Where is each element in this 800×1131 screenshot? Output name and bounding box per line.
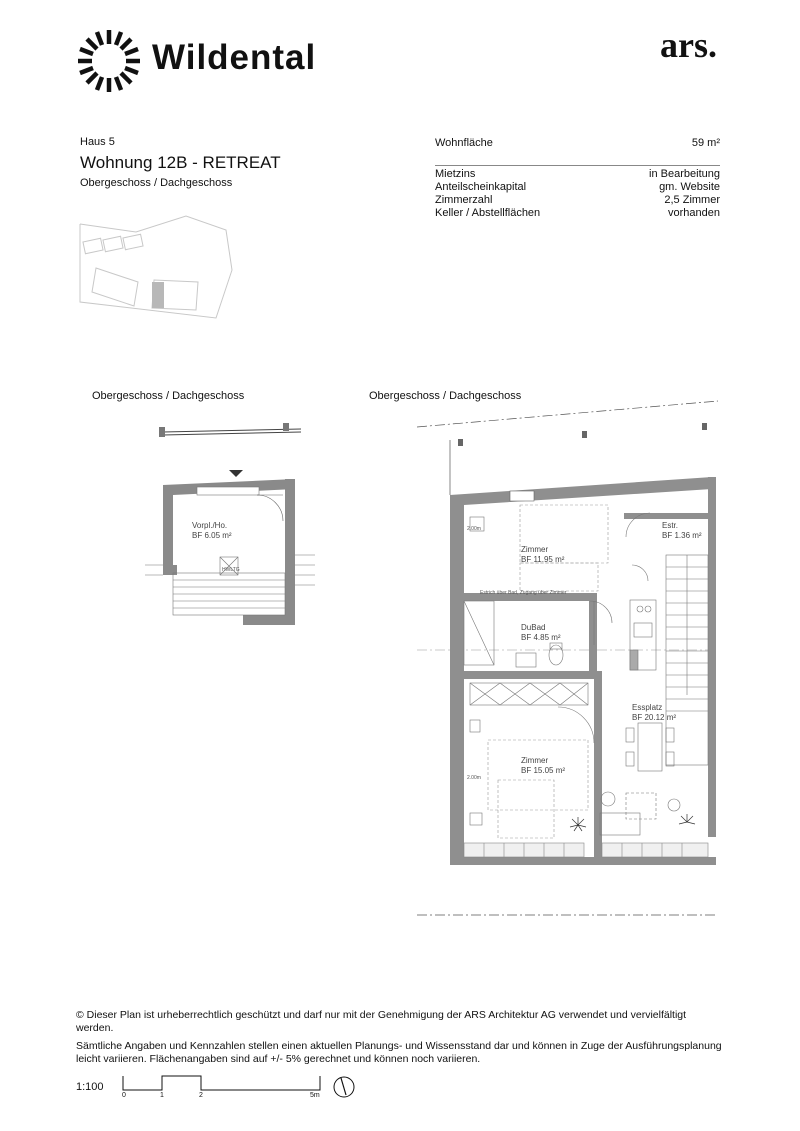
room-area: BF 1.36 m² [662,531,702,540]
floor-label: Obergeschoss / Dachgeschoss [80,177,233,189]
house-label: Haus 5 [80,136,115,148]
room-zimmer-2 [521,756,565,776]
spec-value: 59 m² [691,137,720,149]
estrich-note: Estrich über Bad, Zugang über Zimmer [480,590,567,596]
right-plan-label: Obergeschoss / Dachgeschoss [369,390,522,402]
spec-value: gm. Website [659,181,720,193]
room-area: BF 4.85 m² [521,633,561,642]
room-estrich [662,521,702,541]
spec-value: vorhanden [668,207,720,219]
scale-tick-2: 2 [199,1092,203,1099]
room-vorplatz [192,521,232,541]
scale-tick-5m: 5m [310,1092,320,1099]
wildental-sun-logo-icon [76,28,142,94]
room-name: Estr. [662,521,679,530]
spec-divider [435,165,720,166]
scale-tick-0: 0 [122,1092,126,1099]
room-area: BF 15.05 m² [521,766,566,775]
room-zimmer-1 [521,545,564,565]
spec-row-wohnflaeche [435,137,720,150]
stair-tag: HWLTG [222,567,240,573]
room-area: BF 20.12 m² [632,713,677,722]
spec-label: Anteilscheinkapital [435,181,527,193]
brand-name: Wildental [152,38,317,77]
room-name: Zimmer [521,545,549,554]
room-name: Vorpl./Ho. [192,521,228,530]
room-dubad [521,623,561,643]
room-area: BF 6.05 m² [192,531,232,540]
spec-row-mietzins [435,168,720,181]
ceiling-height-note-2: 2.00m [467,775,481,781]
apartment-floor-plan [412,395,722,925]
room-name: Zimmer [521,756,549,765]
spec-row-keller [435,207,720,220]
scale-label: 1:100 [76,1081,104,1093]
unit-title: Wohnung 12B - RETREAT [80,153,281,172]
room-name: Essplatz [632,703,663,712]
disclaimer-text: Sämtliche Angaben und Kennzahlen stellen einen aktuellen Planungs- und Wissensstand dar und können in Zuge der Ausführungsplanung leicht variieren. Flächenangaben sind auf +/- 5% gerechnet und können noch variieren. [76,1040,722,1065]
left-plan-label: Obergeschoss / Dachgeschoss [92,390,245,402]
spec-label: Keller / Abstellflächen [435,207,541,219]
room-name: DuBad [521,623,546,632]
site-plan [76,210,236,320]
spec-value: 2,5 Zimmer [664,194,720,206]
scale-bar [122,1074,327,1094]
north-arrow-icon [332,1075,356,1099]
spec-value: in Bearbeitung [649,168,720,180]
ars-logo: ars. [660,25,717,65]
scale-tick-1: 1 [160,1092,164,1099]
room-area: BF 11.95 m² [521,555,565,564]
room-essplatz [632,703,676,723]
spec-label: Wohnfläche [435,137,493,149]
copyright-text: © Dieser Plan ist urheberrechtlich geschützt und darf nur mit der Genehmigung der ARS Architektur AG verwendet und vervielfältigt werden. [76,1009,687,1034]
spec-row-anteilscheinkapital [435,181,720,194]
spec-row-zimmerzahl [435,194,720,207]
spec-label: Zimmerzahl [435,194,493,206]
spec-label: Mietzins [435,168,476,180]
ceiling-height-note-1: 2.00m [467,526,481,532]
